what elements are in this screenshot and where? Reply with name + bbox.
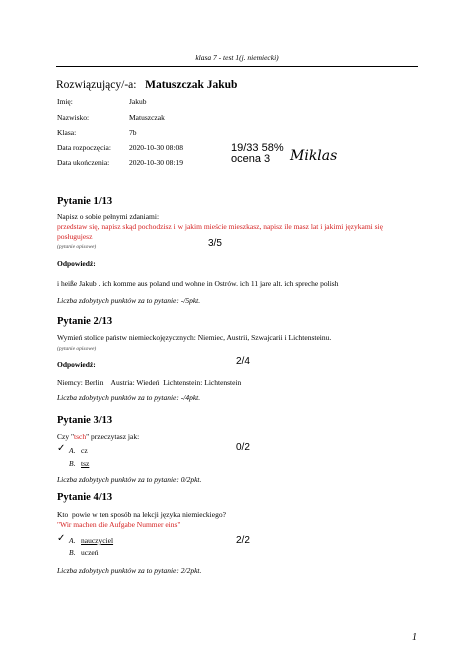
q1-answer-label: Odpowiedź: (57, 259, 96, 268)
total-score: 19/33 58% (231, 142, 284, 154)
q1-task-line2: posługujesz (57, 232, 93, 241)
solver-name: Matuszczak Jakub (145, 79, 238, 91)
q3-prompt-post: " przeczytasz jak: (86, 432, 140, 441)
q1-kind: (pytanie opisowe) (57, 244, 97, 250)
q2-kind: (pytanie opisowe) (57, 346, 97, 352)
q4-opt-b: uczeń (81, 548, 99, 557)
q3-title: Pytanie 3/13 (57, 415, 113, 426)
q4-points: Liczba zdobytych punktów za to pytanie: 2/2pkt. (57, 566, 202, 575)
q4-check-icon: ✓ (57, 533, 66, 544)
q2-handscore: 2/4 (236, 356, 250, 367)
solver-line (56, 79, 237, 91)
page-header: klasa 7 - test 1(j. niemiecki) (195, 53, 279, 62)
q2-answer-label: Odpowiedź: (57, 360, 96, 369)
q4-quote: "Wir machen die Aufgabe Nummer eins" (57, 520, 181, 529)
q3-opt-a: cz (81, 446, 88, 455)
q2-title: Pytanie 2/13 (57, 316, 113, 327)
q3-opt-b-letter: B. (69, 459, 76, 468)
q4-handscore: 2/2 (236, 535, 250, 546)
q3-prompt-red: tsch (74, 432, 87, 441)
q4-prompt: Kto powie w ten sposób na lekcji języka niemieckiego? (57, 510, 226, 519)
info-value-end: 2020-10-30 08:19 (129, 158, 183, 167)
q3-points: Liczba zdobytych punktów za to pytanie: 0/2pkt. (57, 475, 202, 484)
q3-prompt-pre: Czy " (57, 432, 75, 441)
grade-mark: ocena 3 (231, 153, 271, 165)
q3-opt-a-letter: A. (69, 446, 76, 455)
info-label-first-name: Imię: (57, 97, 73, 106)
q2-points: Liczba zdobytych punktów za to pytanie: -/4pkt. (57, 393, 201, 402)
q4-title: Pytanie 4/13 (57, 492, 113, 503)
q3-opt-b: tsz (81, 459, 90, 468)
q3-handscore: 0/2 (236, 442, 250, 453)
info-value-start: 2020-10-30 08:08 (129, 143, 183, 152)
q3-check-icon: ✓ (57, 443, 66, 454)
q1-prompt: Napisz o sobie pełnymi zdaniami: (57, 212, 160, 221)
info-value-last-name: Matuszczak (129, 113, 165, 122)
q2-answer: Niemcy: Berlin Austria: Wiedeń Lichtenstein: Lichtenstein (57, 378, 242, 387)
solver-label: Rozwiązujący/-a: (56, 79, 137, 91)
q4-opt-b-letter: B. (69, 548, 76, 557)
page-number: 1 (412, 632, 417, 643)
info-label-class: Klasa: (57, 128, 77, 137)
q1-answer: i heiße Jakub . ich komme aus poland und wohne in Ostrów. ich 11 jare alt. ich spreche polish (57, 279, 339, 288)
q1-task-line1: przedstaw się, napisz skąd pochodzisz i w jakim mieście mieszkasz, napisz ile masz lat i jakimi językami się (57, 222, 383, 231)
header-rule (56, 66, 418, 67)
info-label-end: Data ukończenia: (57, 158, 110, 167)
info-value-class: 7b (129, 128, 137, 137)
q1-points: Liczba zdobytych punktów za to pytanie: -/5pkt. (57, 296, 201, 305)
q2-prompt: Wymień stolice państw niemieckojęzycznych: Niemiec, Austrii, Szwajcarii i Lichtensteinu. (57, 333, 332, 342)
q3-prompt (57, 432, 139, 441)
q1-title: Pytanie 1/13 (57, 196, 113, 207)
teacher-signature: Miklas (290, 148, 338, 164)
q1-handscore: 3/5 (208, 238, 222, 249)
info-label-start: Data rozpoczęcia: (57, 143, 111, 152)
info-label-last-name: Nazwisko: (57, 113, 90, 122)
q4-opt-a: nauczyciel (81, 536, 114, 545)
info-value-first-name: Jakub (129, 97, 147, 106)
q4-opt-a-letter: A. (69, 536, 76, 545)
